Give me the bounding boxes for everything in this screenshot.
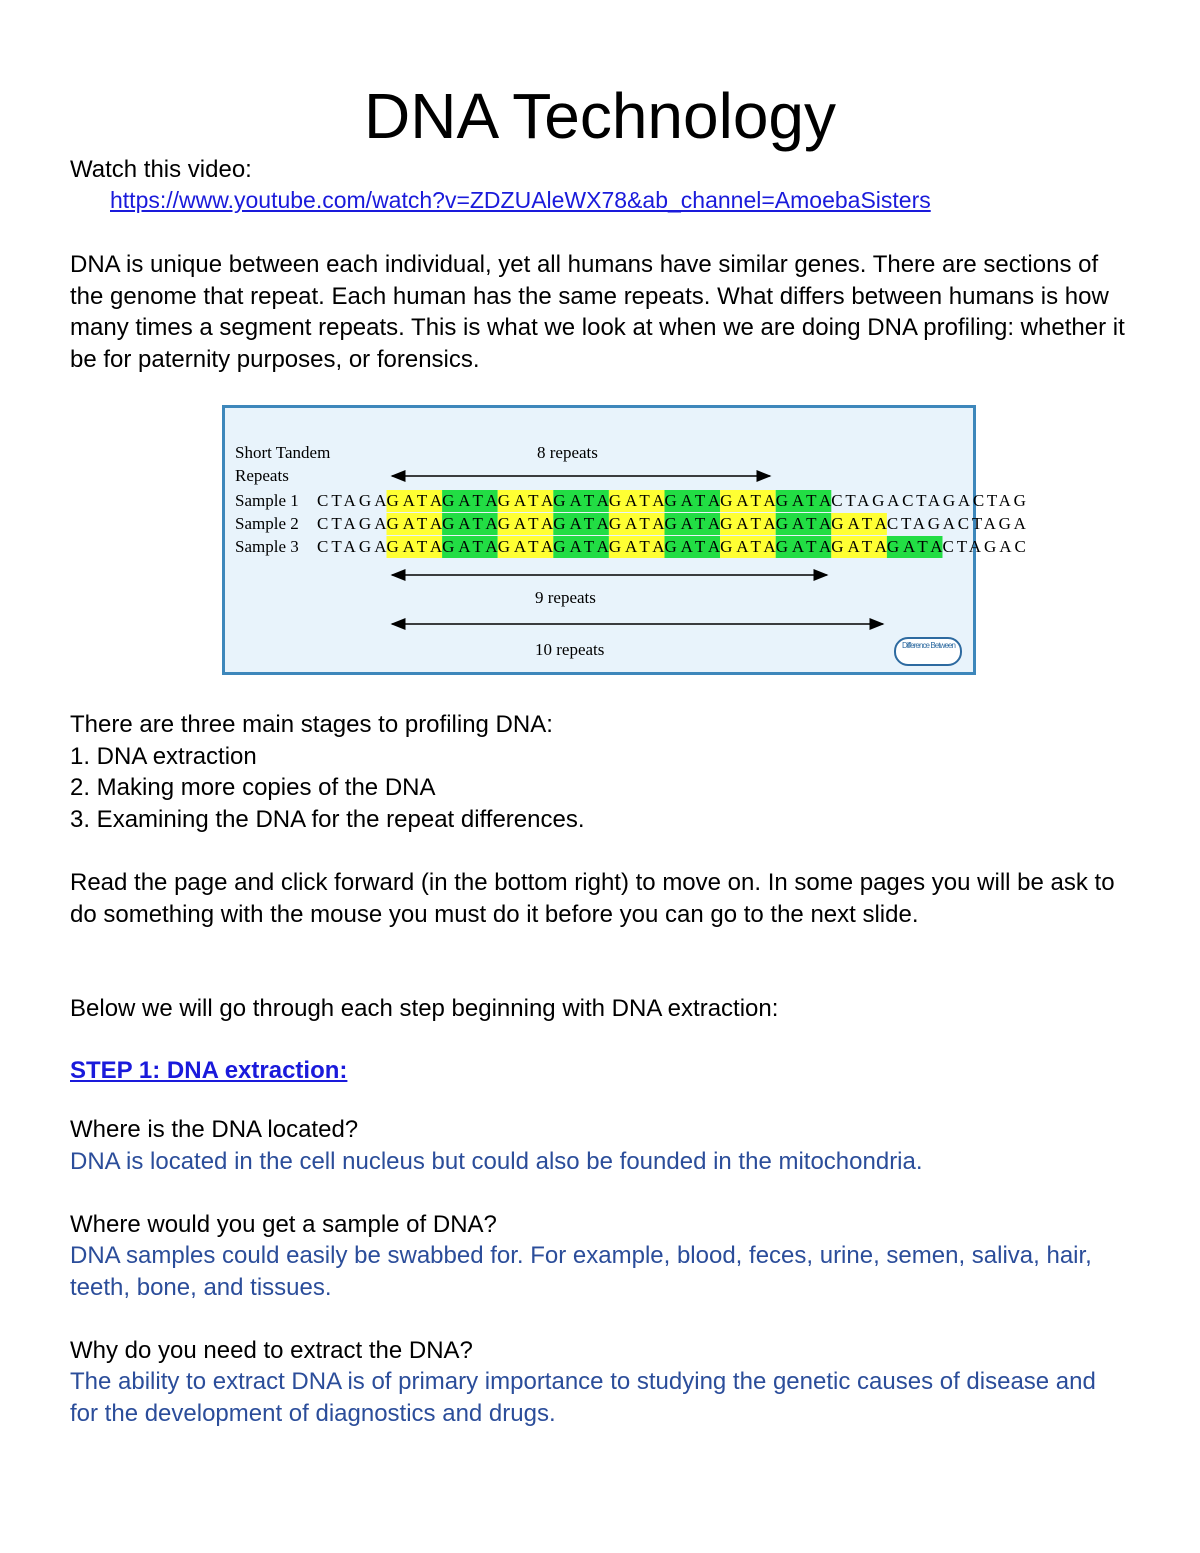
repeat-unit: GATA — [608, 537, 665, 556]
str-label-line2: Repeats — [235, 466, 289, 485]
repeat-unit: GATA — [775, 537, 832, 556]
page-title: DNA Technology — [364, 80, 836, 152]
repeat-unit: GATA — [386, 537, 443, 556]
repeat-unit: GATA — [720, 537, 776, 556]
sample-name: Sample 2 — [235, 514, 299, 533]
answer-1: DNA is located in the cell nucleus but could also be founded in the mitochondria. — [70, 1148, 923, 1175]
step1-heading: STEP 1: DNA extraction: — [70, 1057, 348, 1084]
stage-item: 1. DNA extraction — [70, 743, 257, 770]
repeat-unit: GATA — [497, 491, 554, 510]
logo-text: Difference Between — [902, 641, 956, 650]
str-diagram-svg — [225, 408, 1026, 672]
repeat-unit: GATA — [831, 514, 887, 533]
repeat-unit: GATA — [553, 537, 609, 556]
repeat-unit: GATA — [664, 537, 721, 556]
stage-item: 3. Examining the DNA for the repeat differences. — [70, 806, 585, 833]
bottom-arrow-label: 10 repeats — [535, 640, 605, 659]
repeat-unit: GATA — [720, 514, 776, 533]
answer-3: The ability to extract DNA is of primary importance to studying the genetic causes of disease and for the development of diagnostics and drugs. — [70, 1368, 1096, 1427]
repeat-unit: GATA — [664, 514, 721, 533]
sequence-suffix: CTAGAC — [942, 537, 1026, 556]
video-prompt: Watch this video: — [70, 156, 252, 183]
str-label-line1: Short Tandem — [235, 443, 331, 462]
repeat-unit: GATA — [497, 514, 554, 533]
repeat-unit: GATA — [497, 537, 554, 556]
intro-paragraph: DNA is unique between each individual, yet all humans have similar genes. There are sections of the genome that repeat. Each human has the same repeats. What differs between humans is how many times a segment repeats. This is what we look at when we are doing DNA profiling: whether it be for paternity purposes, or forensics. — [70, 251, 1125, 373]
sequence-prefix: CTAGA — [317, 514, 387, 533]
str-diagram — [222, 405, 1026, 675]
mid-arrow-label: 9 repeats — [535, 588, 596, 607]
difference-between-logo — [895, 638, 961, 665]
question-2: Where would you get a sample of DNA? — [70, 1211, 497, 1238]
sequence-suffix: CTAGACTAGACTAG — [831, 491, 1026, 510]
repeat-unit: GATA — [664, 491, 721, 510]
question-1: Where is the DNA located? — [70, 1116, 359, 1143]
repeat-unit: GATA — [553, 514, 609, 533]
repeat-unit: GATA — [386, 491, 443, 510]
sequence-prefix: CTAGA — [317, 537, 387, 556]
instructions-paragraph: Read the page and click forward (in the bottom right) to move on. In some pages you will be ask to do something with the mouse you must do it before you can go to the next slide. — [70, 869, 1115, 928]
top-arrow-label: 8 repeats — [537, 443, 598, 462]
sequence-suffix: CTAGACTAGA — [886, 514, 1026, 533]
repeat-unit: GATA — [775, 514, 832, 533]
sample-name: Sample 3 — [235, 537, 299, 556]
repeat-unit: GATA — [608, 491, 665, 510]
question-3: Why do you need to extract the DNA? — [70, 1337, 473, 1364]
sample-name: Sample 1 — [235, 491, 299, 510]
repeat-unit: GATA — [442, 537, 498, 556]
answer-2: DNA samples could easily be swabbed for. For example, blood, feces, urine, semen, saliva, hair, teeth, bone, and tissues. — [70, 1242, 1092, 1301]
video-link[interactable]: https://www.youtube.com/watch?v=ZDZUAleWX78&ab_channel=AmoebaSisters — [110, 187, 931, 213]
repeat-unit: GATA — [831, 537, 887, 556]
repeat-unit: GATA — [886, 537, 943, 556]
repeat-unit: GATA — [553, 491, 609, 510]
repeat-unit: GATA — [608, 514, 665, 533]
stage-item: 2. Making more copies of the DNA — [70, 774, 436, 801]
sequence-prefix: CTAGA — [317, 491, 387, 510]
repeat-unit: GATA — [442, 491, 498, 510]
below-intro: Below we will go through each step beginning with DNA extraction: — [70, 995, 779, 1022]
repeat-unit: GATA — [720, 491, 776, 510]
repeat-unit: GATA — [775, 491, 832, 510]
repeat-unit: GATA — [386, 514, 443, 533]
repeat-unit: GATA — [442, 514, 498, 533]
stages-intro: There are three main stages to profiling DNA: — [70, 711, 553, 738]
